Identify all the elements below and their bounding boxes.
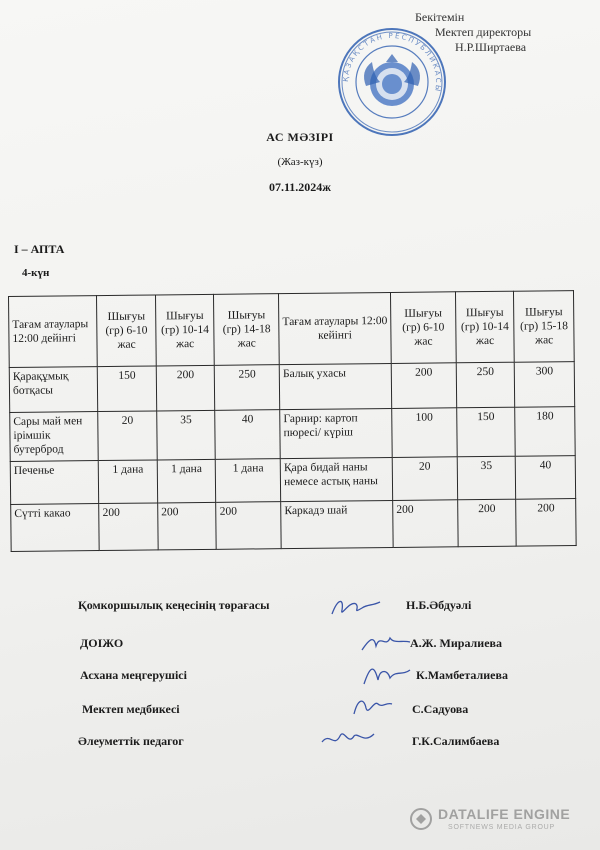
signature-role: Әлеуметтік педагог — [78, 734, 184, 748]
approval-title: Бекітемін — [415, 10, 465, 24]
signature-role: Қомкоршылық кеңесінің төрағасы — [78, 598, 270, 612]
watermark — [410, 806, 590, 836]
portion-cell: 200 — [158, 502, 217, 550]
portion-cell: 200 — [156, 365, 215, 411]
portion-cell: 200 — [216, 502, 281, 550]
signature-row — [78, 702, 558, 722]
menu-table — [8, 290, 577, 552]
signature-name: А.Ж. Миралиева — [410, 636, 503, 650]
portion-cell: 150 — [457, 407, 516, 457]
watermark-subtitle: SOFTNEWS MEDIA GROUP — [448, 824, 556, 831]
signature-row — [78, 598, 558, 618]
portion-cell: 200 — [457, 499, 516, 547]
header-cell: Шығуы (гр) 6-10 жас — [391, 292, 456, 364]
dish-cell: Сары май мен ірімшік бутерброд — [10, 412, 99, 462]
portion-cell: 150 — [98, 366, 157, 412]
portion-cell: 200 — [391, 363, 456, 409]
table-row — [10, 407, 575, 462]
approval-position: Мектеп директоры — [435, 25, 532, 39]
signature-role: Асхана меңгерушісі — [80, 668, 187, 682]
header-cell: Тағам атаулары 12:00 кейінгі — [279, 292, 392, 364]
document-title: АС МӘЗІРІ — [266, 130, 334, 144]
menu-date: 07.11.2024ж — [268, 180, 332, 194]
portion-cell: 1 дана — [216, 459, 281, 503]
table-row — [10, 456, 575, 505]
portion-cell: 250 — [456, 362, 515, 408]
official-seal-icon — [336, 26, 448, 138]
portion-cell: 40 — [215, 410, 280, 460]
header-cell: Шығуы (гр) 10-14 жас — [455, 291, 514, 363]
watermark-title: DATALIFE ENGINE — [438, 806, 571, 822]
table-row — [9, 362, 574, 413]
portion-cell: 180 — [515, 407, 575, 457]
signature-scribble-icon — [360, 660, 420, 688]
table-row — [11, 499, 576, 552]
dish-cell: Печенье — [10, 461, 99, 505]
signature-scribble-icon — [318, 724, 378, 752]
portion-cell: 250 — [215, 365, 280, 411]
table-header-row — [9, 291, 575, 368]
signature-scribble-icon — [356, 628, 416, 656]
signature-row — [78, 636, 558, 656]
portion-cell: 1 дана — [157, 459, 216, 503]
header-cell: Шығуы (гр) 6-10 жас — [97, 295, 156, 367]
header-cell: Шығуы (гр) 14-18 жас — [214, 294, 279, 366]
portion-cell: 1 дана — [99, 460, 158, 504]
portion-cell: 20 — [392, 457, 457, 501]
signature-role: Мектеп медбикесі — [82, 702, 180, 716]
signature-name: Г.К.Салимбаева — [412, 734, 500, 748]
dish-cell: Каркадэ шай — [281, 500, 393, 548]
signature-name: К.Мамбеталиева — [416, 668, 508, 682]
header-cell: Тағам атаулары 12:00 дейінгі — [9, 296, 98, 368]
signature-name: С.Садуова — [412, 702, 469, 716]
dish-cell: Қарақұмық ботқасы — [9, 367, 98, 413]
week-label: I – АПТА — [14, 242, 65, 256]
signature-row — [78, 668, 558, 688]
dish-cell: Қара бидай наны немесе астық наны — [280, 457, 392, 501]
signature-role: ДОІЖО — [80, 636, 124, 650]
signature-scribble-icon — [346, 692, 406, 720]
portion-cell: 100 — [392, 408, 457, 458]
dish-cell: Балық ухасы — [279, 363, 391, 409]
portion-cell: 35 — [157, 410, 216, 460]
dish-cell: Гарнир: картоп пюресі/ күріш — [280, 408, 392, 458]
signature-name: Н.Б.Әбдуәлі — [406, 598, 472, 612]
portion-cell: 20 — [98, 411, 157, 461]
datalife-logo-icon — [410, 808, 432, 830]
portion-cell: 300 — [515, 362, 575, 408]
portion-cell: 200 — [393, 500, 458, 548]
day-label: 4-күн — [22, 267, 50, 279]
approval-director-name: Н.Р.Ширтаева — [455, 40, 527, 54]
dish-cell: Сүтті какао — [11, 504, 100, 552]
season-label: (Жаз-күз) — [277, 156, 323, 168]
portion-cell: 200 — [516, 499, 576, 547]
header-cell: Шығуы (гр) 10-14 жас — [155, 294, 214, 366]
portion-cell: 35 — [457, 456, 516, 500]
signature-scribble-icon — [328, 594, 388, 622]
portion-cell: 40 — [516, 456, 576, 500]
header-cell: Шығуы (гр) 15-18 жас — [514, 291, 574, 363]
portion-cell: 200 — [99, 503, 158, 551]
seal-text: ҚАЗАҚСТАН РЕСПУБЛИКАСЫ — [341, 31, 443, 94]
